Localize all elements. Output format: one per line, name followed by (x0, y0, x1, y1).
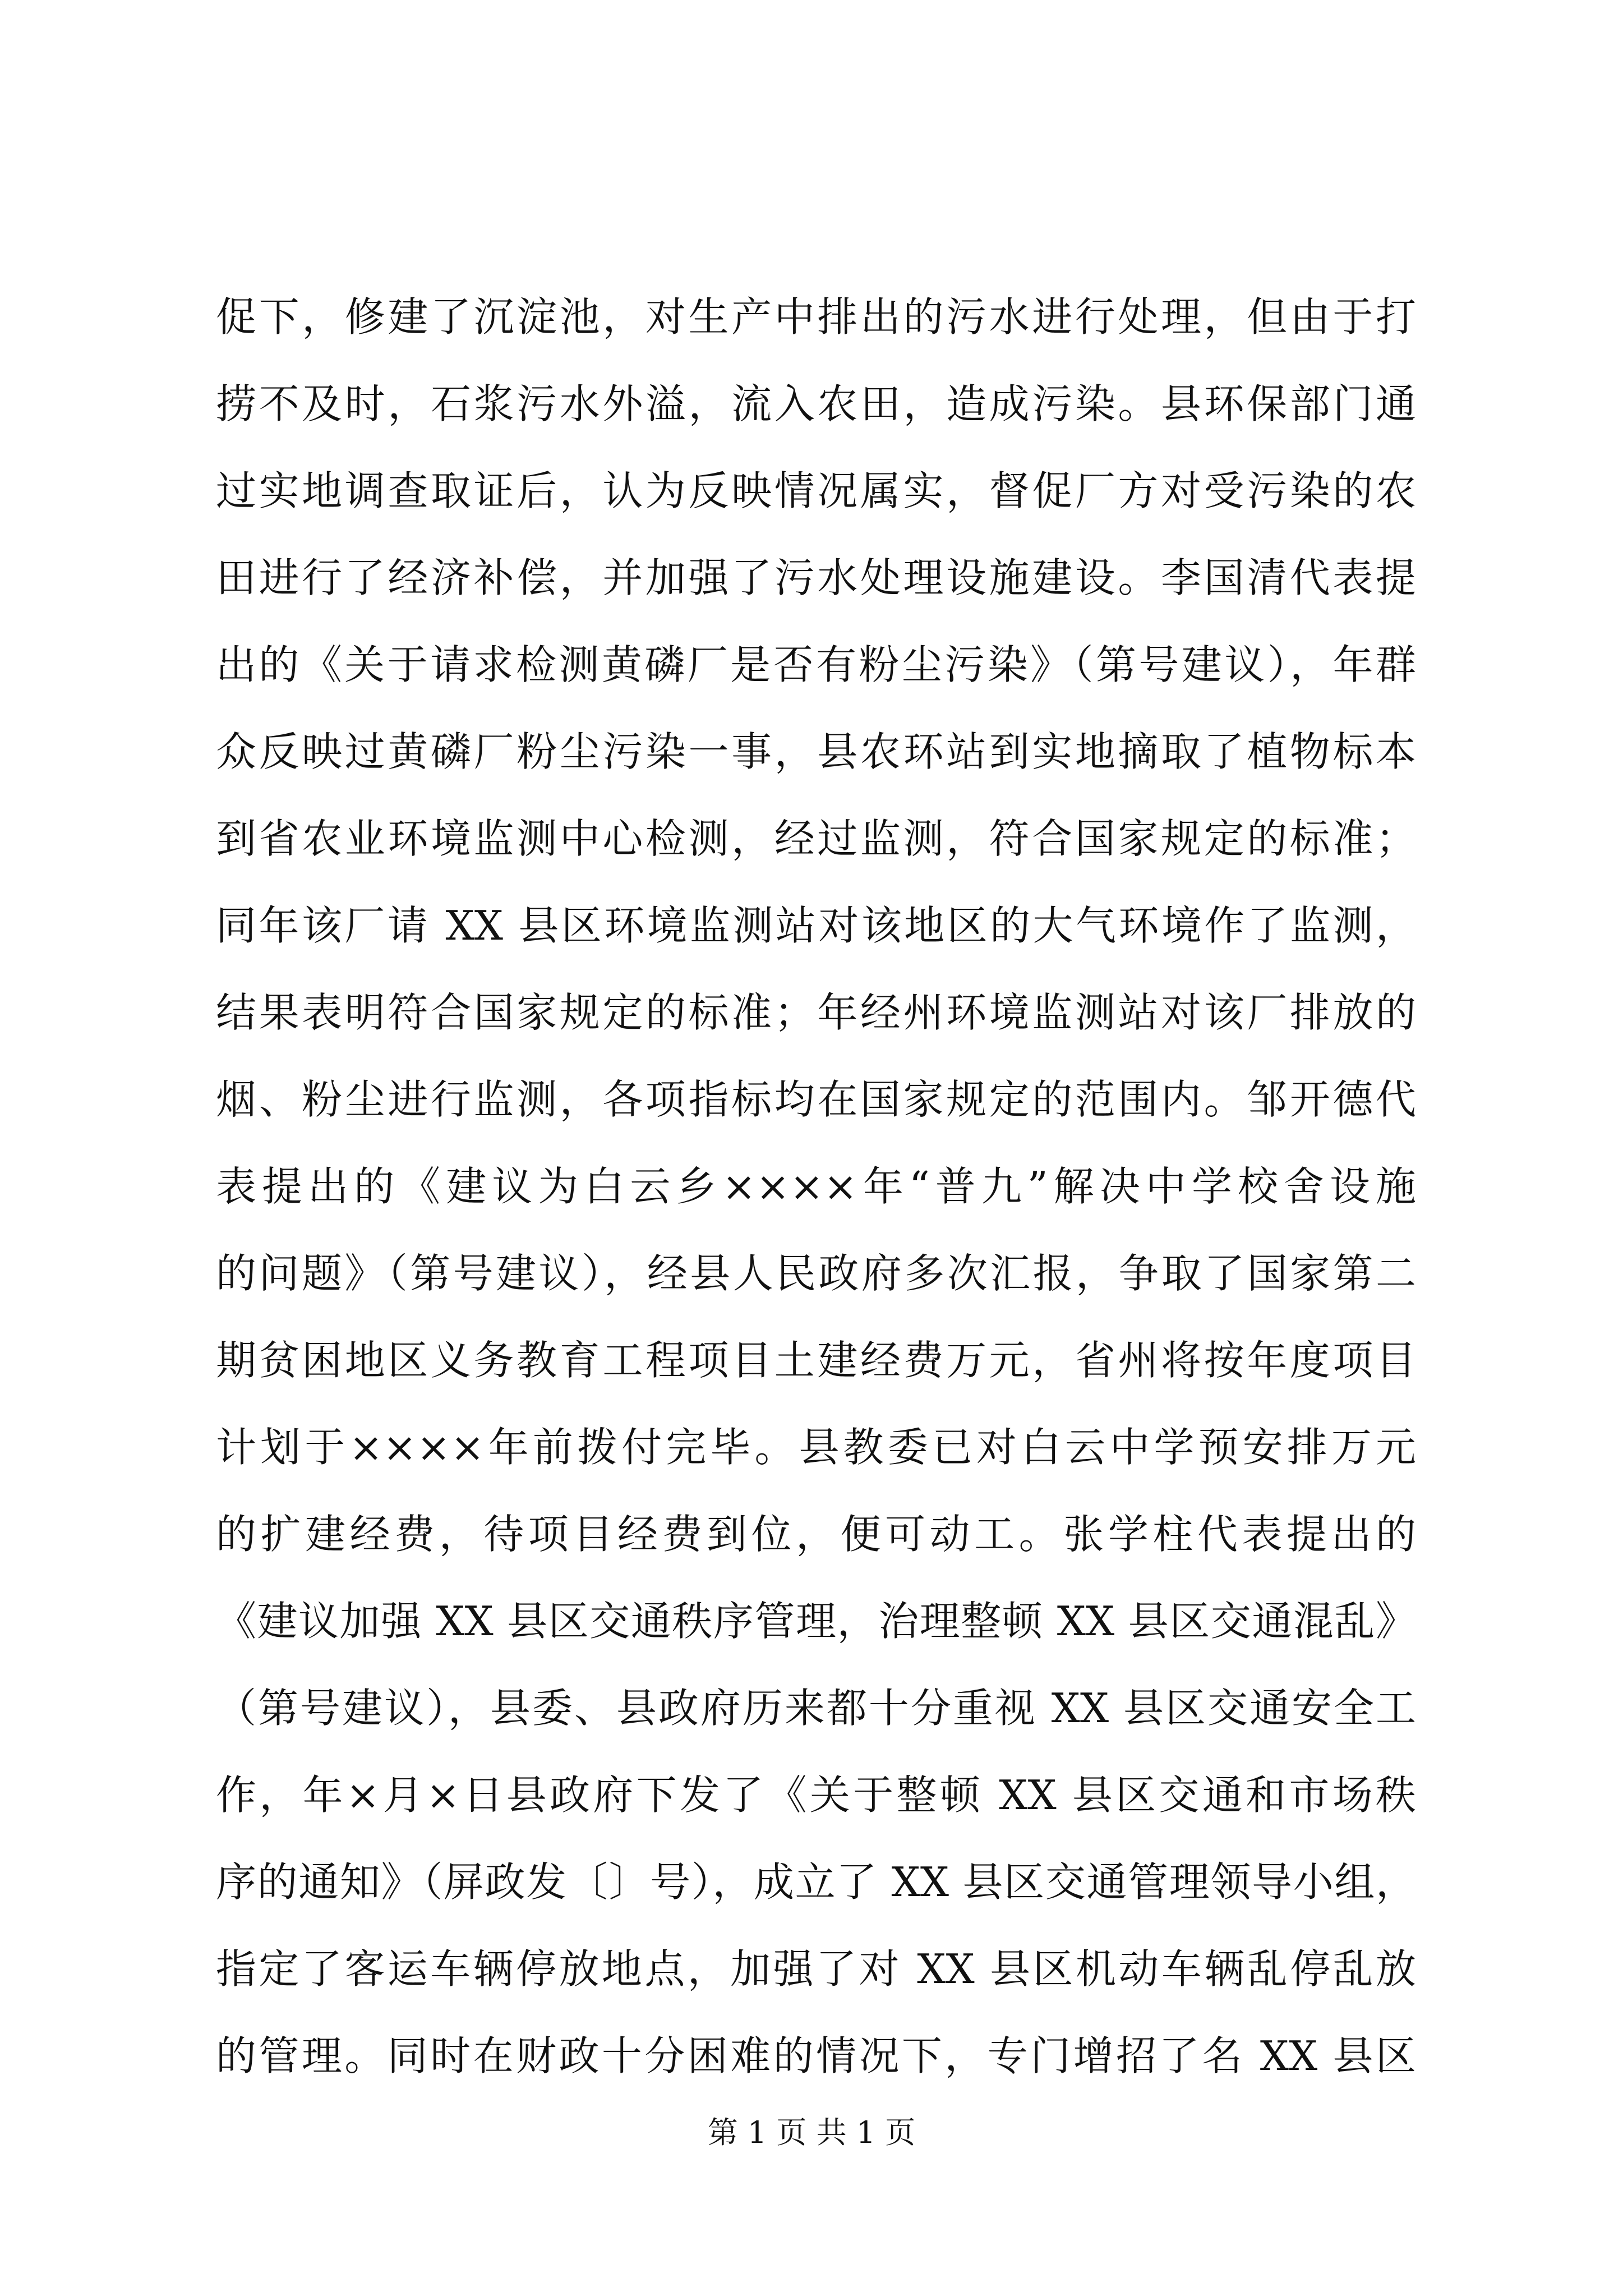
text-line: 的扩建经费，待项目经费到位，便可动工。张学柱代表提出的 (216, 1511, 1416, 1558)
text-line: 同年该厂请 XX 县区环境监测站对该地区的大气环境作了监测， (216, 902, 1416, 949)
text-line: 指定了客运车辆停放地点，加强了对 XX 县区机动车辆乱停乱放 (216, 1945, 1416, 1993)
text-line: 众反映过黄磷厂粉尘污染一事，县农环站到实地摘取了植物标本 (216, 728, 1416, 775)
text-line: 《建议加强 XX 县区交通秩序管理，治理整顿 XX 县区交通混乱》 (216, 1598, 1416, 1645)
text-line: 过实地调查取证后，认为反映情况属实，督促厂方对受污染的农 (216, 467, 1416, 514)
text-line: 到省农业环境监测中心检测，经过监测，符合国家规定的标准； (216, 815, 1416, 862)
text-line: 出的《关于请求检测黄磷厂是否有粉尘污染》（第号建议），年群 (216, 641, 1416, 688)
text-line: 计划于××××年前拨付完毕。县教委已对白云中学预安排万元 (216, 1424, 1416, 1471)
text-line: 表提出的《建议为白云乡××××年“普九”解决中学校舍设施 (216, 1163, 1416, 1210)
text-line: 捞不及时，石浆污水外溢，流入农田，造成污染。县环保部门通 (216, 380, 1416, 427)
text-line: 的管理。同时在财政十分困难的情况下，专门增招了名 XX 县区 (216, 2032, 1416, 2079)
page-number-label: 第 1 页 共 1 页 (707, 2115, 916, 2150)
text-line: 序的通知》（屏政发〔〕号），成立了 XX 县区交通管理领导小组， (216, 1858, 1416, 1906)
body-text (216, 274, 1416, 2100)
text-line: （第号建议），县委、县政府历来都十分重视 XX 县区交通安全工 (216, 1685, 1416, 1732)
text-line: 促下，修建了沉淀池，对生产中排出的污水进行处理，但由于打 (216, 293, 1416, 341)
text-line: 作，年×月×日县政府下发了《关于整顿 XX 县区交通和市场秩 (216, 1772, 1416, 1819)
text-line: 田进行了经济补偿，并加强了污水处理设施建设。李国清代表提 (216, 554, 1416, 601)
page-footer (0, 2110, 1623, 2155)
text-line: 期贫困地区义务教育工程项目土建经费万元，省州将按年度项目 (216, 1337, 1416, 1384)
text-line: 结果表明符合国家规定的标准；年经州环境监测站对该厂排放的 (216, 989, 1416, 1036)
text-line: 的问题》（第号建议），经县人民政府多次汇报，争取了国家第二 (216, 1250, 1416, 1297)
text-line: 烟、粉尘进行监测，各项指标均在国家规定的范围内。邹开德代 (216, 1076, 1416, 1123)
